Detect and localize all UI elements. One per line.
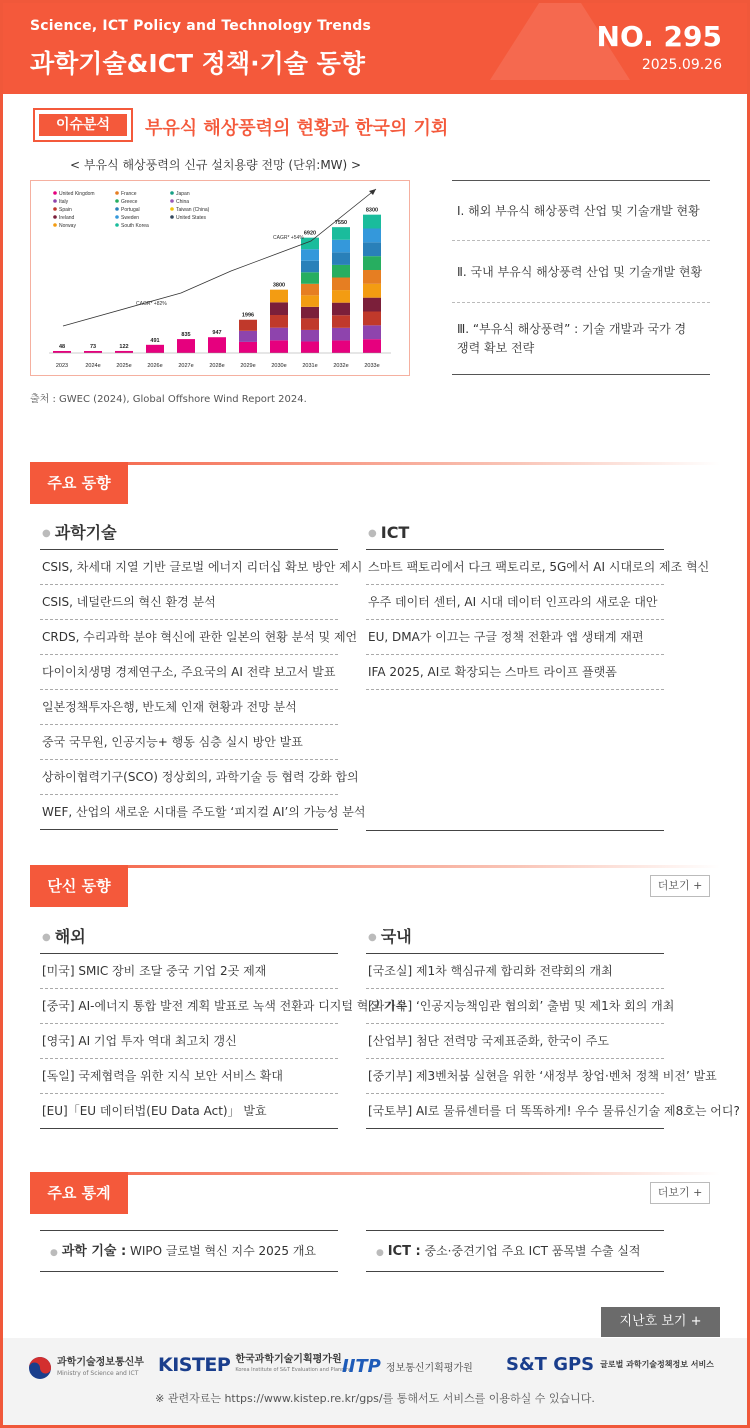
chart-source: 출처 : GWEC (2024), Global Offshore Wind Report 2024. bbox=[30, 394, 307, 405]
bar-segment bbox=[270, 328, 288, 341]
bar-segment bbox=[332, 340, 350, 353]
previous-issues-button[interactable]: 지난호 보기 + bbox=[601, 1307, 720, 1337]
brief-trends-tab: 단신 동향 bbox=[30, 865, 128, 907]
legend-label: Taiwan (China) bbox=[176, 207, 210, 213]
legend-marker bbox=[170, 207, 174, 211]
bar-value-label: 73 bbox=[89, 344, 97, 350]
bar-segment bbox=[239, 342, 257, 353]
legend-marker bbox=[53, 199, 57, 203]
st-gps-logo[interactable]: S&T GPS 글로벌 과학기술정책정보 서비스 bbox=[506, 1354, 714, 1375]
category-label: 2025e bbox=[116, 363, 132, 369]
overseas-heading: ● 해외 bbox=[40, 920, 338, 954]
bar-segment bbox=[363, 339, 381, 353]
bar-segment bbox=[239, 331, 257, 342]
bar-segment bbox=[332, 315, 350, 328]
legend-marker bbox=[115, 191, 119, 195]
bar-segment bbox=[332, 240, 350, 253]
legend-marker bbox=[53, 191, 57, 195]
list-item[interactable]: CSIS, 차세대 지열 기반 글로벌 에너지 리더십 확보 방안 제시 bbox=[40, 550, 338, 585]
bar-segment bbox=[84, 351, 102, 353]
list-item[interactable]: [중기부] 제3벤처붐 실현을 위한 ‘새정부 창업·벤처 정책 비전’ 발표 bbox=[366, 1059, 664, 1094]
legend-marker bbox=[170, 215, 174, 219]
list-item[interactable]: 중국 국무원, 인공지능+ 행동 심층 실시 방안 발표 bbox=[40, 725, 338, 760]
bar-segment bbox=[332, 227, 350, 240]
header-kr-title: 과학기술&ICT 정책·기술 동향 bbox=[30, 49, 365, 78]
bar-segment bbox=[301, 330, 319, 342]
bar-segment bbox=[332, 290, 350, 303]
category-label: 2033e bbox=[364, 363, 380, 369]
bar-segment bbox=[363, 242, 381, 256]
science-trends-heading: ● 과학기술 bbox=[40, 516, 338, 550]
bullet-icon: ● bbox=[50, 1248, 58, 1258]
bar-value-label: 1996 bbox=[241, 312, 255, 319]
bar-segment bbox=[332, 328, 350, 341]
list-item[interactable]: 일본정책투자은행, 반도체 인재 현황과 전망 분석 bbox=[40, 690, 338, 725]
bar-segment bbox=[363, 229, 381, 243]
footer-note: ※ 관련자료는 https://www.kistep.re.kr/gps/를 통해서도 서비스를 이용하실 수 있습니다. bbox=[155, 1392, 595, 1405]
list-item[interactable]: 상하이협력기구(SCO) 정상회의, 과학기술 등 협력 강화 합의 bbox=[40, 760, 338, 795]
bar-segment bbox=[363, 215, 381, 229]
list-item[interactable]: [독일] 국제협력을 위한 지식 보안 서비스 확대 bbox=[40, 1059, 338, 1094]
bullet-icon: ● bbox=[368, 931, 377, 943]
domestic-heading: ● 국내 bbox=[366, 920, 664, 954]
bar-value-label: 947 bbox=[212, 330, 222, 337]
issue-date: 2025.09.26 bbox=[641, 57, 722, 73]
iitp-logo[interactable]: IITP 정보통신기획평가원 bbox=[342, 1356, 473, 1377]
bar-value-label: 491 bbox=[150, 337, 160, 344]
bar-segment bbox=[270, 290, 288, 303]
bar-segment bbox=[363, 270, 381, 284]
bullet-icon: ● bbox=[42, 931, 51, 943]
issue-number: NO. 295 bbox=[596, 20, 722, 53]
bar-value-label: 8300 bbox=[365, 207, 379, 214]
list-item[interactable]: [미국] SMIC 장비 조달 중국 기업 2곳 제재 bbox=[40, 954, 338, 989]
list-item[interactable]: [중국] AI-에너지 통합 발전 계획 발표로 녹색 전환과 디지털 혁신 가속 bbox=[40, 989, 338, 1024]
bar-segment bbox=[301, 341, 319, 353]
bar-value-label: 122 bbox=[119, 343, 129, 350]
bar-segment bbox=[332, 278, 350, 291]
legend-label: Sweden bbox=[121, 215, 140, 221]
legend-label: Japan bbox=[176, 191, 190, 197]
bar-segment bbox=[301, 295, 319, 307]
category-label: 2026e bbox=[147, 363, 163, 369]
domestic-column bbox=[366, 920, 740, 1129]
issue-analysis-title[interactable]: 부유식 해상풍력의 현황과 한국의 기회 bbox=[145, 118, 449, 139]
footer bbox=[0, 1338, 750, 1428]
stats-divider bbox=[30, 1172, 720, 1175]
header-banner bbox=[0, 0, 750, 94]
brief-trends-divider bbox=[30, 865, 720, 868]
category-label: 2028e bbox=[209, 363, 225, 369]
list-item[interactable]: 우주 데이터 센터, AI 시대 데이터 인프라의 새로운 대안 bbox=[366, 585, 664, 620]
issue-analysis-tag: 이슈분석 bbox=[33, 108, 133, 142]
bar-segment bbox=[363, 298, 381, 312]
list-item[interactable]: CSIS, 네덜란드의 혁신 환경 분석 bbox=[40, 585, 338, 620]
bar-segment bbox=[301, 261, 319, 273]
list-item[interactable]: EU, DMA가 이끄는 구글 정책 전환과 앱 생태계 재편 bbox=[366, 620, 664, 655]
ict-trends-heading: ● ICT bbox=[366, 516, 664, 550]
bar-segment bbox=[363, 312, 381, 326]
stat-ict[interactable]: ● ICT : 중소·중견기업 주요 ICT 품목별 수출 실적 bbox=[366, 1230, 664, 1272]
bar-segment bbox=[363, 325, 381, 339]
bar-segment bbox=[363, 256, 381, 270]
legend-label: United States bbox=[176, 215, 207, 221]
bar-segment bbox=[115, 351, 133, 353]
legend-marker bbox=[115, 215, 119, 219]
legend-label: France bbox=[121, 191, 137, 197]
bar-segment bbox=[332, 252, 350, 265]
bar-segment bbox=[301, 307, 319, 319]
category-label: 2029e bbox=[240, 363, 256, 369]
header-en-title: Science, ICT Policy and Technology Trends bbox=[30, 18, 372, 34]
bar-segment bbox=[301, 318, 319, 330]
bullet-icon: ● bbox=[376, 1248, 384, 1258]
bar-segment bbox=[301, 249, 319, 261]
toc-item-2[interactable]: Ⅱ. 국내 부유식 해상풍력 산업 및 기술개발 현황 bbox=[452, 241, 710, 303]
list-item[interactable]: [과기부] ‘인공지능책임관 협의회’ 출범 및 제1차 회의 개최 bbox=[366, 989, 664, 1024]
toc-item-1[interactable]: Ⅰ. 해외 부유식 해상풍력 산업 및 기술개발 현황 bbox=[452, 181, 710, 241]
bar-segment bbox=[177, 339, 195, 353]
category-label: 2032e bbox=[333, 363, 349, 369]
legend-marker bbox=[53, 215, 57, 219]
bar-value-label: 7550 bbox=[334, 220, 348, 227]
chart-svg bbox=[31, 181, 409, 375]
category-label: 2024e bbox=[85, 363, 101, 369]
brief-more-button[interactable]: 더보기 + bbox=[650, 875, 710, 897]
chart-caption: < 부유식 해상풍력의 신규 설치용량 전망 (단위:MW) > bbox=[70, 158, 362, 172]
bar-segment bbox=[332, 265, 350, 278]
bar-value-label: 48 bbox=[58, 344, 66, 350]
bar-segment bbox=[270, 340, 288, 353]
bar-value-label: 835 bbox=[181, 332, 191, 339]
bar-segment bbox=[301, 284, 319, 296]
list-item[interactable]: [영국] AI 기업 투자 역대 최고치 갱신 bbox=[40, 1024, 338, 1059]
bar-segment bbox=[239, 320, 257, 331]
main-trends-tab: 주요 동향 bbox=[30, 462, 128, 504]
bullet-icon: ● bbox=[368, 527, 377, 539]
legend-label: United Kingdom bbox=[59, 191, 95, 197]
legend-label: South Korea bbox=[121, 223, 149, 229]
trend-arrow bbox=[63, 189, 379, 326]
cagr-annotation-2: CAGR* +54% bbox=[273, 235, 304, 241]
legend-label: Portugal bbox=[121, 207, 140, 213]
legend-label: Spain bbox=[59, 207, 72, 213]
list-item[interactable]: [국조실] 제1차 핵심규제 합리화 전략회의 개최 bbox=[366, 954, 664, 989]
legend-label: Italy bbox=[59, 199, 69, 205]
bar-segment bbox=[146, 345, 164, 353]
bullet-icon: ● bbox=[42, 527, 51, 539]
stat-science[interactable]: ● 과학 기술 : WIPO 글로벌 혁신 지수 2025 개요 bbox=[40, 1230, 338, 1272]
bar-segment bbox=[270, 302, 288, 315]
bar-value-label: 6920 bbox=[303, 230, 317, 237]
legend-marker bbox=[53, 223, 57, 227]
legend-label: China bbox=[176, 199, 190, 205]
bar-segment bbox=[332, 303, 350, 316]
legend-label: Norway bbox=[59, 223, 76, 229]
stats-more-button[interactable]: 더보기 + bbox=[650, 1182, 710, 1204]
list-item[interactable]: [국토부] AI로 물류센터를 더 똑똑하게! 우수 물류신기술 제8호는 어디? bbox=[366, 1094, 664, 1129]
bar-value-label: 3800 bbox=[272, 282, 286, 289]
list-item[interactable]: CRDS, 수리과학 분야 혁신에 관한 일본의 현황 분석 및 제언 bbox=[40, 620, 338, 655]
main-trends-divider bbox=[30, 462, 720, 465]
bar-segment bbox=[301, 272, 319, 284]
offshore-wind-chart[interactable] bbox=[30, 180, 410, 376]
list-item[interactable]: IFA 2025, AI로 확장되는 스마트 라이프 플랫폼 bbox=[366, 655, 664, 690]
stats-tab: 주요 통계 bbox=[30, 1172, 128, 1214]
legend-marker bbox=[115, 223, 119, 227]
bar-segment bbox=[208, 337, 226, 353]
msit-logo[interactable]: 과학기술정보통신부 Ministry of Science and ICT bbox=[28, 1356, 144, 1380]
issue-toc bbox=[452, 180, 710, 375]
ict-trends-column bbox=[366, 516, 710, 831]
bar-segment bbox=[53, 351, 71, 353]
list-item[interactable]: WEF, 산업의 새로운 시대를 주도할 ‘피지컬 AI’의 가능성 분석 bbox=[40, 795, 338, 830]
category-label: 2030e bbox=[271, 363, 287, 369]
kistep-logo[interactable]: KISTEP 한국과학기술기획평가원 Korea Institute of S&T Evaluation and Planning bbox=[158, 1354, 353, 1376]
bar-segment bbox=[363, 284, 381, 298]
science-trends-column bbox=[40, 516, 366, 830]
legend-label: Greece bbox=[121, 199, 138, 205]
legend-marker bbox=[115, 207, 119, 211]
legend-marker bbox=[53, 207, 57, 211]
taegeuk-icon bbox=[28, 1356, 52, 1380]
legend-marker bbox=[170, 199, 174, 203]
category-label: 2031e bbox=[302, 363, 318, 369]
list-item[interactable]: 스마트 팩토리에서 다크 팩토리로, 5G에서 AI 시대로의 제조 혁신 bbox=[366, 550, 664, 585]
category-label: 2027e bbox=[178, 363, 194, 369]
legend-label: Ireland bbox=[59, 215, 75, 221]
legend-marker bbox=[170, 191, 174, 195]
category-label: 2023 bbox=[55, 363, 69, 369]
legend-marker bbox=[115, 199, 119, 203]
list-item[interactable]: [EU]「EU 데이터법(EU Data Act)」 발효 bbox=[40, 1094, 338, 1129]
cagr-annotation-1: CAGR* +82% bbox=[136, 301, 167, 307]
bar-segment bbox=[270, 315, 288, 328]
list-item[interactable]: [산업부] 첨단 전력망 국제표준화, 한국이 주도 bbox=[366, 1024, 664, 1059]
toc-item-3[interactable]: Ⅲ. “부유식 해상풍력” : 기술 개발과 국가 경쟁력 확보 전략 bbox=[452, 303, 710, 375]
list-item[interactable]: 다이이치생명 경제연구소, 주요국의 AI 전략 보고서 발표 bbox=[40, 655, 338, 690]
